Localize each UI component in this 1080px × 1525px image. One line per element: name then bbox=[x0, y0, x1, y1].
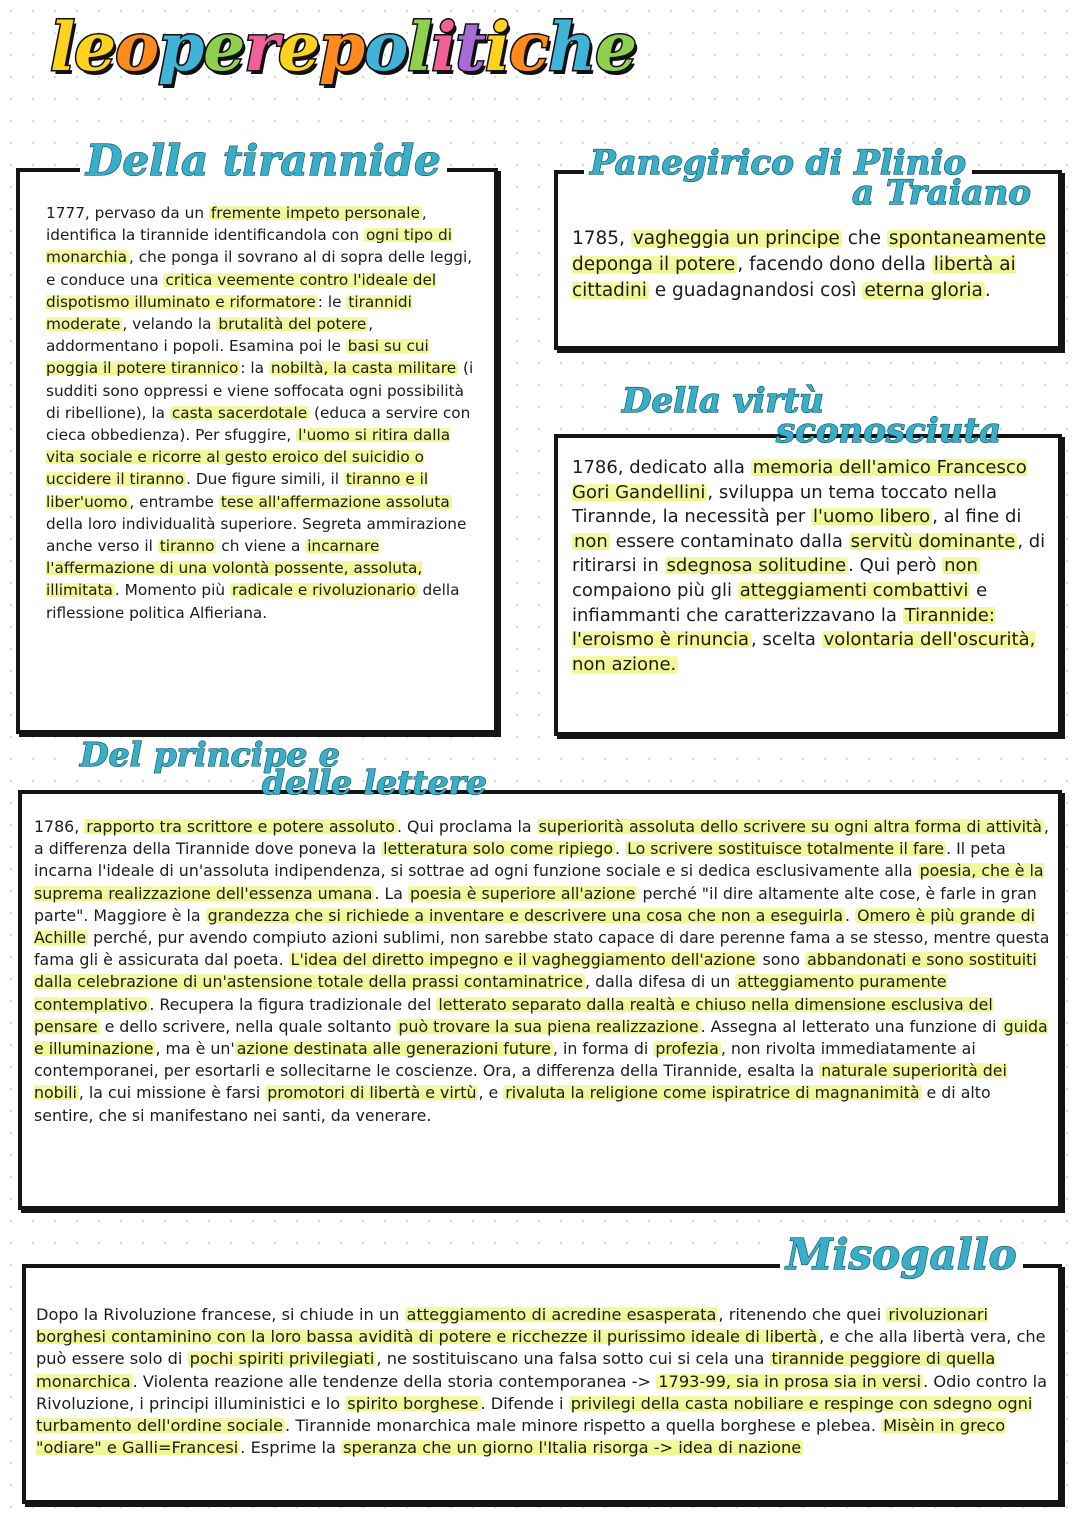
title-letter: p bbox=[319, 8, 365, 86]
highlighted-text: tirannidi moderate bbox=[46, 292, 412, 334]
body-text: ch viene a bbox=[216, 537, 306, 556]
section-title-virtu-line1: Della virtù bbox=[616, 384, 830, 418]
highlighted-text: Omero è più grande di Achille bbox=[34, 905, 1036, 948]
title-letter: e bbox=[595, 8, 637, 86]
body-text: , identifica la tirannide identificandola con bbox=[46, 204, 427, 245]
body-text: , facendo dono della bbox=[737, 254, 932, 275]
section-della-virtu-sconosciuta bbox=[554, 434, 1062, 736]
body-text: perché "il dire altamente alte cose, è farle in gran parte". Maggiore è la bbox=[34, 883, 1037, 925]
highlighted-text: profezia bbox=[655, 1039, 719, 1059]
body-text: della loro individualità superiore. Segreta ammirazione anche verso il bbox=[46, 514, 467, 556]
body-text: . Recupera la figura tradizionale del bbox=[149, 994, 437, 1014]
highlighted-text: naturale superiorità dei nobili bbox=[34, 1061, 1007, 1103]
title-letter: le bbox=[50, 8, 116, 86]
highlighted-text: basi su cui poggia il potere tirannico bbox=[46, 337, 429, 378]
section-title-principe-line2: delle lettere bbox=[262, 763, 488, 802]
body-text: (i sudditi sono oppressi e viene soffocata ogni possibilità di ribellione), la bbox=[46, 359, 474, 422]
highlighted-text: casta sacerdotale bbox=[171, 403, 308, 422]
body-text: , entrambe bbox=[129, 492, 219, 511]
body-text: , sviluppa un tema toccato nella Tirannde, la necessità per bbox=[572, 481, 998, 528]
body-text: . Il peta incarna l'ideale di un'assoluta indipendenza, si sottrae ad ogni funzione sociale e si dedica esclusivamente alla bbox=[34, 839, 1006, 881]
highlighted-text: rivaluta la religione come ispiratrice di magnanimità bbox=[505, 1083, 920, 1103]
body-text: . Tirannide monarchica male minore rispetto a quella borghese e plebea. bbox=[285, 1416, 882, 1436]
body-text: . Difende i bbox=[480, 1393, 569, 1413]
title-letter: e bbox=[278, 8, 320, 86]
title-letter: e bbox=[203, 8, 245, 86]
body-text: . bbox=[845, 905, 856, 925]
highlighted-text: atteggiamenti combattivi bbox=[739, 579, 969, 601]
section-title-principe-line1: Del principe e bbox=[74, 738, 346, 771]
title-letter: l bbox=[407, 8, 432, 86]
body-text: . Esprime la bbox=[240, 1438, 342, 1458]
highlighted-text: l'uomo libero bbox=[813, 506, 931, 528]
section-della-tirannide bbox=[16, 168, 498, 734]
highlighted-text: azione destinata alle generazioni future bbox=[236, 1039, 551, 1059]
body-text: , ma è un' bbox=[155, 1039, 235, 1059]
highlighted-text: sdegnosa solitudine bbox=[666, 555, 847, 577]
body-text: . Odio contro la Rivoluzione, i principi illuministici e lo bbox=[36, 1371, 1048, 1413]
body-text: . Due figure simili, il bbox=[186, 470, 344, 489]
body-text: , ne sostituiscano una falsa sotto cui si cela una bbox=[376, 1349, 770, 1369]
section-body bbox=[46, 202, 478, 624]
highlighted-text: superiorità assoluta dello scrivere su ogni altra forma di attività bbox=[538, 817, 1042, 836]
highlighted-text: critica veemente contro l'ideale del dispotismo illuminato e riformatore bbox=[46, 270, 437, 311]
highlighted-text: rivoluzionari borghesi contaminino con la loro bassa avidità di potere e ricchezze il purissimo ideale di libertà bbox=[36, 1305, 989, 1347]
highlighted-text: Lo scrivere sostituisce totalmente il fare bbox=[627, 839, 945, 859]
highlighted-text: tiranno bbox=[159, 537, 215, 556]
highlighted-text: promotori di libertà e virtù bbox=[267, 1083, 477, 1103]
body-text: . bbox=[615, 839, 626, 859]
body-text: , e bbox=[478, 1083, 504, 1103]
highlighted-text: brutalità del potere bbox=[218, 315, 367, 334]
highlighted-text: rapporto tra scrittore e potere assoluto bbox=[86, 817, 395, 836]
body-text: , non rivolta immediatamente ai contemporanei, per esortarli e sollecitarne le coscienze. Ora, a differenza della Tirannide, esalta la bbox=[34, 1039, 976, 1081]
highlighted-text: ogni tipo di monarchia bbox=[46, 226, 452, 267]
highlighted-text: tiranno e il liber'uomo bbox=[46, 470, 429, 511]
section-body bbox=[572, 226, 1052, 304]
highlighted-text: può trovare la sua piena realizzazione bbox=[398, 1016, 699, 1036]
title-letter: c bbox=[508, 8, 549, 86]
body-text: , che ponga il sovrano al di sopra delle leggi, e conduce una bbox=[46, 248, 473, 289]
body-text: Dopo la Rivoluzione francese, si chiude in un bbox=[36, 1305, 405, 1324]
section-del-principe-e-delle-lettere bbox=[18, 790, 1062, 1210]
highlighted-text: letteratura solo come ripiego bbox=[383, 839, 614, 859]
section-title-panegirico-line1: Panegirico di Plinio bbox=[584, 146, 972, 180]
highlighted-text: guida e illuminazione bbox=[34, 1016, 1048, 1059]
title-letter: o bbox=[364, 8, 408, 86]
highlighted-text: 1793-99, sia in prosa sia in versi bbox=[658, 1371, 922, 1391]
body-text: e dello scrivere, nella quale soltanto bbox=[99, 1016, 397, 1036]
title-letter: i bbox=[484, 8, 509, 86]
highlighted-text: Misèin in greco "odiare" e Galli=Francesi bbox=[36, 1416, 1006, 1458]
body-text: , velando la bbox=[122, 315, 217, 334]
highlighted-text: pochi spiriti privilegiati bbox=[189, 1349, 375, 1369]
highlighted-text: memoria dell'amico Francesco Gori Gandellini bbox=[572, 457, 1027, 503]
body-text: . Momento più bbox=[114, 581, 230, 600]
highlighted-text: privilegi della casta nobiliare e respinge con sdegno ogni turbamento dell'ordine sociale bbox=[36, 1393, 1033, 1436]
highlighted-text: vagheggia un principe bbox=[632, 228, 840, 249]
body-text: , a differenza della Tirannide dove poneva la bbox=[34, 817, 1049, 859]
highlighted-text: nobiltà, la casta militare bbox=[270, 359, 457, 378]
body-text: che bbox=[841, 228, 887, 249]
body-text: compaiono più gli bbox=[572, 579, 738, 601]
body-text: perché, pur avendo compiuto azioni sublimi, non sarebbe stato capace di dare perenne fama a se stesso, mentre questa fama gli è assicurata dal poeta. bbox=[34, 928, 1050, 970]
body-text: , di ritirarsi in bbox=[572, 530, 1046, 577]
body-text: , addormentano i popoli. Esamina poi le bbox=[46, 315, 374, 356]
body-text: della riflessione politica Alfieriana. bbox=[46, 581, 460, 622]
title-letter: t bbox=[455, 8, 485, 86]
section-misogallo bbox=[22, 1264, 1062, 1504]
body-text: sono bbox=[757, 950, 806, 970]
highlighted-text: speranza che un giorno l'Italia risorga -> idea di nazione bbox=[343, 1438, 802, 1458]
section-title-panegirico-line2: a Traiano bbox=[852, 173, 1031, 213]
highlighted-text: tese all'affermazione assoluta bbox=[220, 492, 450, 511]
section-body bbox=[572, 456, 1052, 677]
title-letter: r bbox=[244, 8, 279, 86]
section-title-misogallo: Misogallo bbox=[780, 1234, 1023, 1276]
highlighted-text: eterna gloria bbox=[864, 280, 983, 301]
body-text: , al fine di bbox=[932, 506, 1022, 528]
body-text: , scelta bbox=[751, 629, 822, 651]
body-text: , la cui missione è farsi bbox=[78, 1083, 266, 1103]
body-text: 1777, pervaso da un bbox=[46, 204, 209, 222]
highlighted-text: libertà ai cittadini bbox=[572, 254, 1016, 301]
highlighted-text: spontaneamente deponga il potere bbox=[572, 228, 1047, 275]
highlighted-text: radicale e rivoluzionario bbox=[231, 581, 416, 600]
highlighted-text: abbandonati e sono sostituiti dalla celebrazione di un'astensione totale della prassi contaminatrice bbox=[34, 950, 1037, 992]
body-text: 1786, dedicato alla bbox=[572, 457, 751, 478]
section-title-della-tirannide: Della tirannide bbox=[80, 140, 447, 182]
body-text: . Qui proclama la bbox=[396, 817, 537, 836]
body-text: : le bbox=[317, 292, 347, 311]
body-text: e guadagnandosi così bbox=[648, 280, 863, 301]
highlighted-text: L'idea del diretto impegno e il vagheggiamento dell'azione bbox=[290, 950, 756, 970]
title-letter: o bbox=[115, 8, 159, 86]
highlighted-text: spirito borghese bbox=[347, 1393, 479, 1413]
body-text: , in forma di bbox=[552, 1039, 654, 1059]
highlighted-text: letterato separato dalla realtà e chiuso nella dimensione esclusiva del pensare bbox=[34, 994, 993, 1036]
body-text: . bbox=[984, 280, 991, 301]
title-letter: i bbox=[431, 8, 456, 86]
main-title bbox=[50, 8, 636, 86]
title-letter: h bbox=[548, 8, 596, 86]
section-body bbox=[34, 816, 1050, 1127]
highlighted-text: l'uomo si ritira dalla vita sociale e ricorre al gesto eroico del suicidio o uccidere il tiranno bbox=[46, 426, 451, 489]
body-text: 1786, bbox=[34, 817, 85, 836]
body-text: (educa a servire con cieca obbedienza). Per sfuggire, bbox=[46, 403, 471, 445]
highlighted-text: non bbox=[574, 530, 608, 552]
highlighted-text: volontaria dell'oscurità, non azione. bbox=[572, 629, 1036, 675]
highlighted-text: poesia, che è la suprema realizzazione dell'essenza umana bbox=[34, 861, 1044, 903]
highlighted-text: Tirannide: l'eroismo è rinuncia bbox=[572, 604, 995, 651]
highlighted-text: atteggiamento di acredine esasperata bbox=[406, 1305, 717, 1324]
body-text: , dalla difesa di un bbox=[585, 972, 736, 992]
body-text: . Assegna al letterato una funzione di bbox=[700, 1016, 1002, 1036]
highlighted-text: servitù dominante bbox=[850, 530, 1016, 552]
section-title-virtu-line2: sconosciuta bbox=[776, 411, 1002, 451]
highlighted-text: poesia è superiore all'azione bbox=[410, 883, 636, 903]
highlighted-text: grandezza che si richiede a inventare e descrivere una cosa che non a eseguirla bbox=[207, 905, 844, 925]
highlighted-text: non bbox=[944, 555, 978, 577]
body-text: . Qui però bbox=[848, 555, 943, 577]
highlighted-text: tirannide peggiore di quella monarchica bbox=[36, 1349, 996, 1391]
body-text: e infiammanti che caratterizzavano la bbox=[572, 579, 988, 626]
highlighted-text: incarnare l'affermazione di una volontà possente, assoluta, illimitata bbox=[46, 537, 423, 600]
body-text: : la bbox=[240, 359, 269, 378]
title-letter: p bbox=[158, 8, 204, 86]
body-text: e di alto sentire, che si manifestano nei santi, da venerare. bbox=[34, 1083, 991, 1125]
body-text: , e che alla libertà vera, che può essere solo di bbox=[36, 1327, 1046, 1369]
highlighted-text: fremente impeto personale bbox=[210, 204, 420, 222]
body-text: , ritenendo che quei bbox=[718, 1305, 887, 1324]
body-text: 1785, bbox=[572, 228, 631, 249]
body-text: essere contaminato dalla bbox=[609, 530, 849, 552]
highlighted-text: atteggiamento puramente contemplativo bbox=[34, 972, 947, 1014]
body-text: . Violenta reazione alle tendenze della storia contemporanea -> bbox=[132, 1371, 657, 1391]
body-text: . La bbox=[374, 883, 408, 903]
section-body bbox=[36, 1304, 1054, 1459]
